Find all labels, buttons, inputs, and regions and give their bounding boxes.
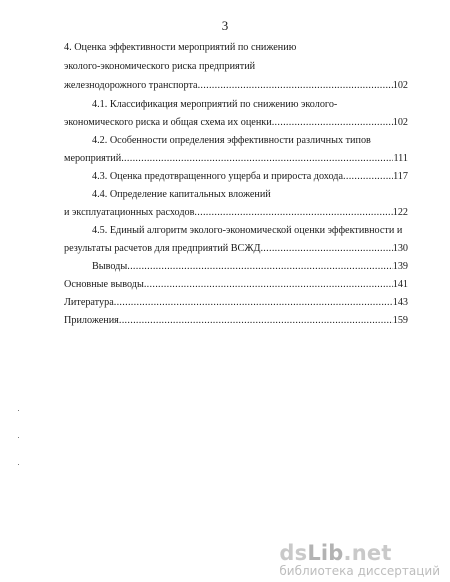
toc-page-ref: 139: [392, 261, 408, 272]
page-number: 3: [221, 18, 229, 33]
toc-line-4-1-title-2: [64, 117, 408, 129]
toc-page-ref: 122: [392, 207, 408, 218]
toc-line-literature: [64, 297, 408, 309]
toc-text: 4. Оценка эффективности мероприятий по снижению: [64, 42, 297, 53]
toc-line-4-5-title-2: [64, 243, 408, 255]
toc-line-4-2-title-2: [64, 153, 408, 165]
toc-leader-dots: [272, 117, 393, 129]
toc-line-main-conclusions: [64, 279, 408, 291]
toc-text: 4.1. Классификация мероприятий по снижению эколого-: [92, 99, 338, 110]
toc-text: Приложения: [64, 315, 119, 326]
toc-line-4-4-title-2: [64, 207, 408, 219]
toc-leader-dots: [343, 171, 393, 183]
watermark-logo: dsLib.net: [279, 541, 392, 565]
toc-line-4-4-title-1: [92, 189, 422, 201]
watermark-subtitle: библиотека диссертаций: [279, 564, 440, 578]
toc-text: результаты расчетов для предприятий ВСЖД: [64, 243, 261, 254]
toc-text: мероприятий: [64, 153, 122, 164]
toc-leader-dots: [119, 315, 393, 327]
toc-text: Основные выводы: [64, 279, 144, 290]
scan-speck: [18, 410, 19, 411]
toc-page-ref: 111: [393, 153, 408, 164]
toc-line-4-2-title-1: [92, 135, 422, 147]
toc-page-ref: 130: [392, 243, 408, 254]
toc-text: Литература: [64, 297, 114, 308]
toc-text: 4.3. Оценка предотвращенного ущерба и прироста дохода: [92, 171, 343, 182]
toc-page-ref: 143: [392, 297, 408, 308]
toc-text: эколого-экономического риска предприятий: [64, 61, 256, 72]
toc-line-4-title-3: [64, 80, 408, 92]
toc-text: 4.2. Особенности определения эффективности различных типов: [92, 135, 371, 146]
toc-leader-dots: [144, 279, 393, 291]
toc-leader-dots: [198, 80, 393, 92]
toc-text: железнодорожного транспорта: [64, 80, 198, 91]
toc-text: 4.5. Единый алгоритм эколого-экономической оценки эффективности и: [92, 225, 403, 236]
toc-text: Выводы: [92, 261, 128, 272]
toc-line-4-1-title-1: [92, 99, 422, 111]
toc-line-4-3: [92, 171, 408, 183]
toc-page-ref: 102: [392, 80, 408, 91]
toc-text: 4.4. Определение капитальных вложений: [92, 189, 271, 200]
toc-page-ref: 159: [392, 315, 408, 326]
watermark: [279, 542, 440, 578]
toc-line-4-title-2: [64, 61, 394, 73]
toc-line-conclusions: [92, 261, 408, 273]
toc-leader-dots: [260, 243, 392, 255]
toc-line-4-title-1: [64, 42, 394, 54]
toc-text: и эксплуатационных расходов: [64, 207, 195, 218]
toc-leader-dots: [127, 261, 393, 273]
toc-page-ref: 102: [392, 117, 408, 128]
toc-text: экономического риска и общая схема их оценки: [64, 117, 272, 128]
scan-speck: [18, 464, 19, 465]
toc-page-ref: 141: [392, 279, 408, 290]
toc-line-4-5-title-1: [92, 225, 422, 237]
scan-speck: [18, 437, 19, 438]
toc-line-appendices: [64, 315, 408, 327]
toc-leader-dots: [194, 207, 392, 219]
toc-page-ref: 117: [393, 171, 408, 182]
toc-leader-dots: [114, 297, 393, 309]
toc-leader-dots: [121, 153, 393, 165]
